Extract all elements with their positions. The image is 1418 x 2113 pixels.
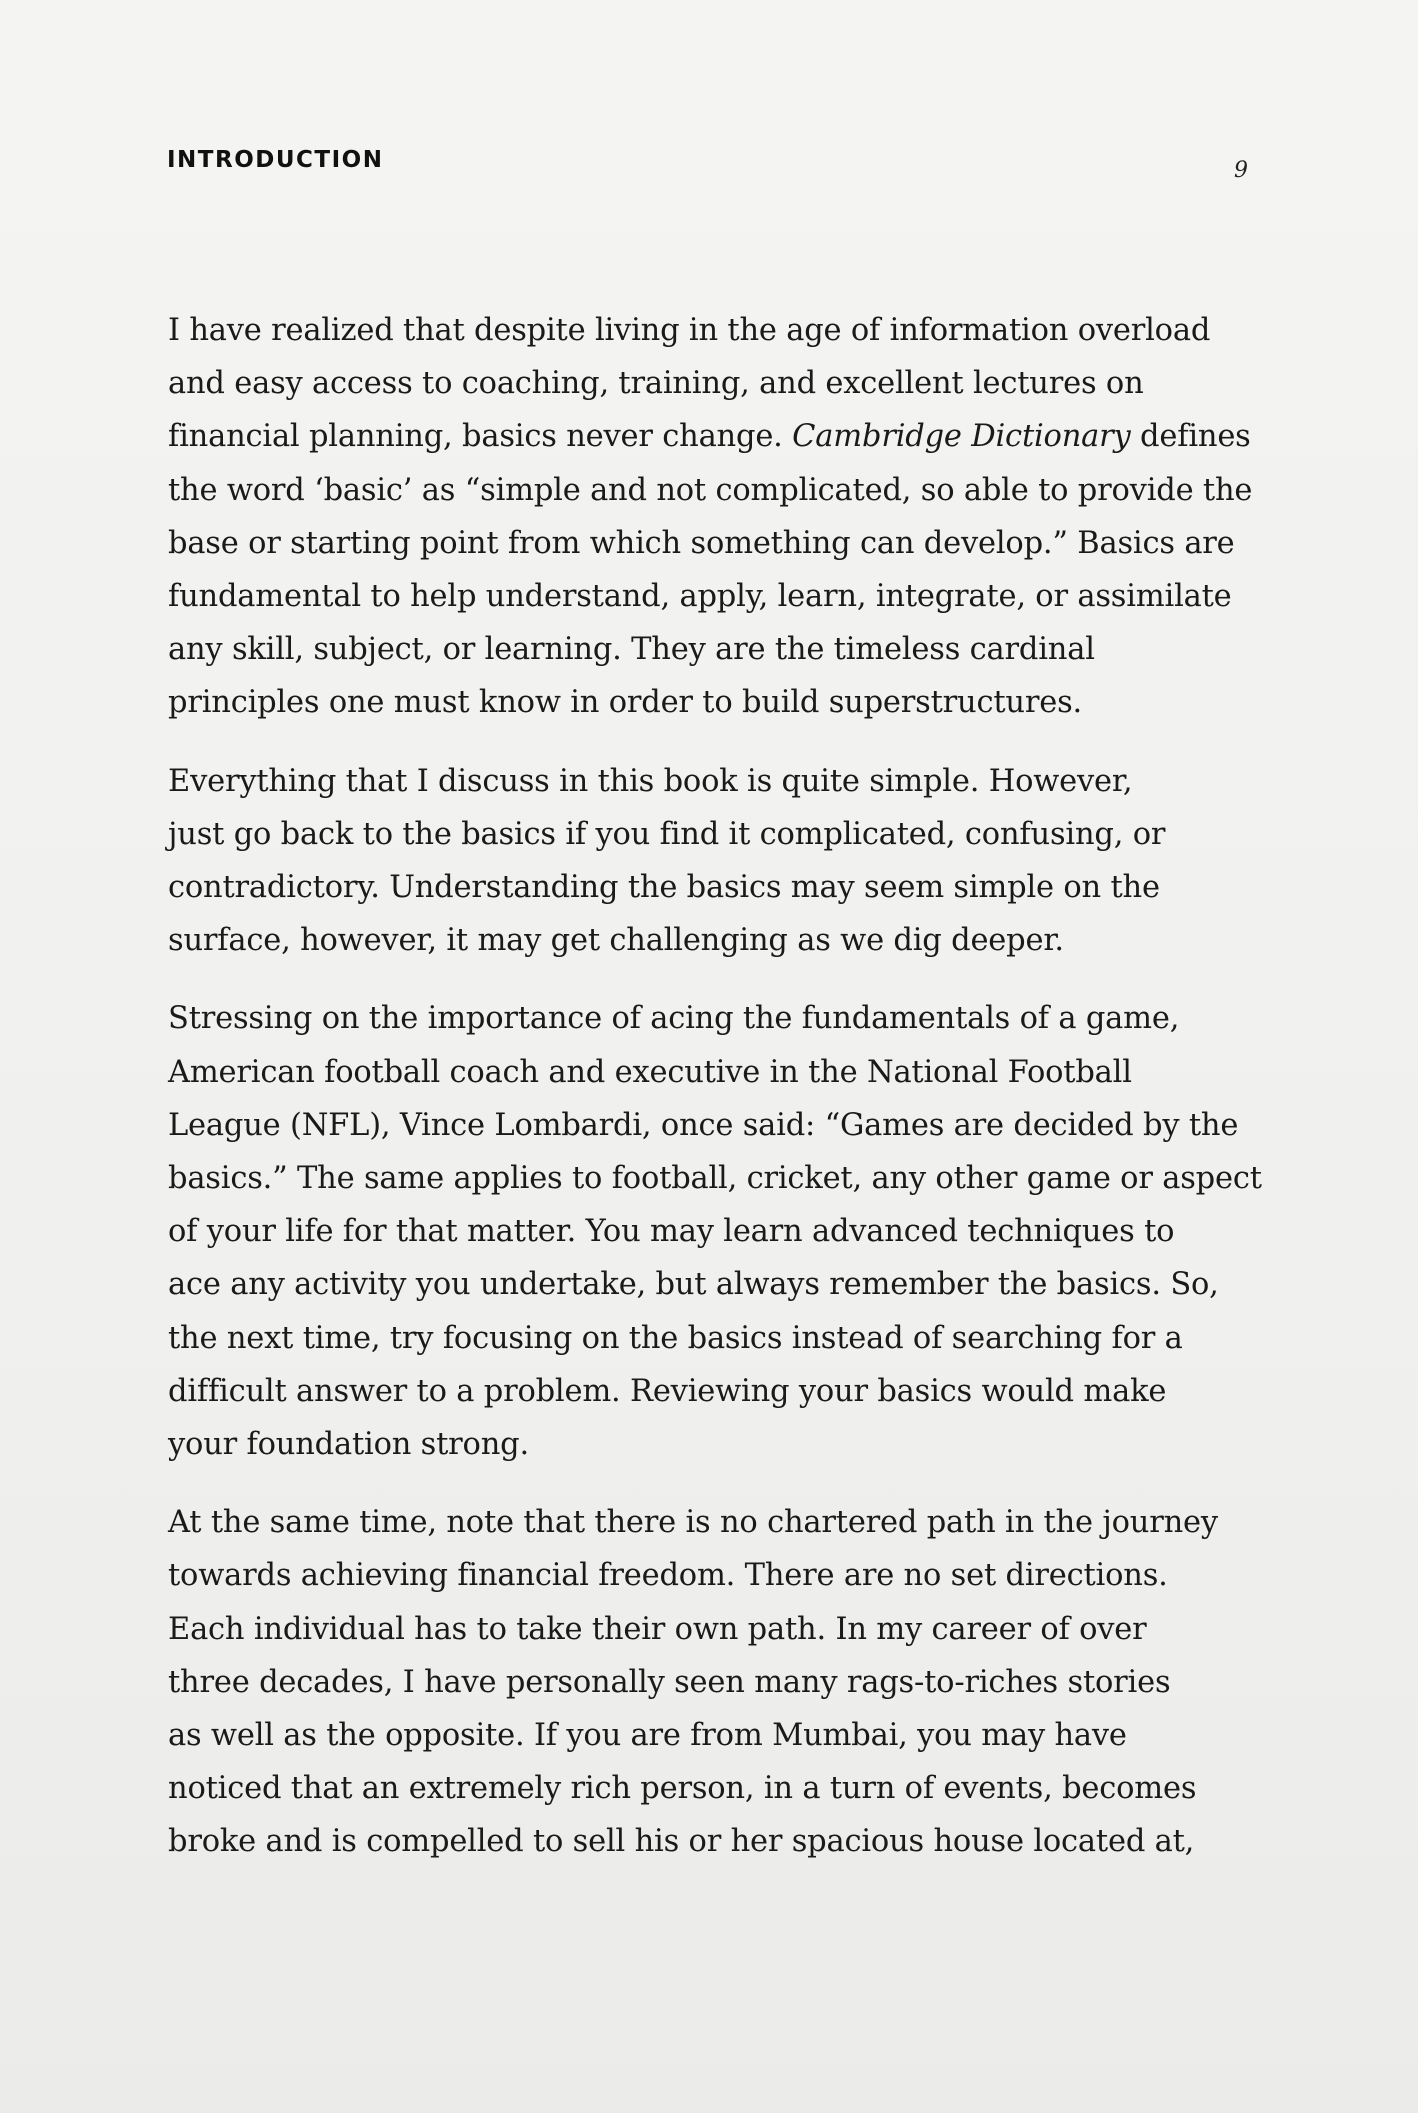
text-line: of your life for that matter. You may learn advanced techniques to [168, 1214, 1175, 1250]
page-number: 9 [1234, 158, 1248, 183]
text-line: Stressing on the importance of acing the fundamentals of a game, [168, 1001, 1180, 1037]
text-line: broke and is compelled to sell his or her spacious house located at, [168, 1824, 1195, 1860]
text-line: any skill, subject, or learning. They are the timeless cardinal [168, 632, 1095, 668]
text-line: as well as the opposite. If you are from Mumbai, you may have [168, 1718, 1127, 1754]
text-line: Each individual has to take their own path. In my career of over [168, 1611, 1147, 1647]
body-text [168, 304, 1262, 1894]
text-fragment: defines [1130, 419, 1251, 455]
text-line: fundamental to help understand, apply, learn, integrate, or assimilate [168, 579, 1232, 615]
text-line: At the same time, note that there is no chartered path in the journey [168, 1505, 1218, 1541]
running-head-section-title: INTRODUCTION [167, 147, 384, 173]
text-line: difficult answer to a problem. Reviewing your basics would make [168, 1373, 1167, 1409]
text-line: base or starting point from which something can develop.” Basics are [168, 525, 1235, 561]
text-line: and easy access to coaching, training, and excellent lectures on [168, 366, 1144, 402]
text-line: principles one must know in order to build superstructures. [168, 685, 1083, 721]
text-line: I have realized that despite living in the age of information overload [168, 313, 1211, 348]
italic-book-title: Cambridge Dictionary [792, 419, 1131, 455]
text-line: American football coach and executive in the National Football [168, 1054, 1132, 1090]
text-line: League (NFL), Vince Lombardi, once said: “Games are decided by the [168, 1107, 1239, 1143]
text-line: contradictory. Understanding the basics may seem simple on the [168, 870, 1160, 906]
text-line: three decades, I have personally seen many rags-to-riches stories [168, 1664, 1171, 1700]
text-line: basics.” The same applies to football, cricket, any other game or aspect [168, 1161, 1262, 1197]
text-line: your foundation strong. [168, 1427, 529, 1463]
paragraph-4 [168, 1496, 1248, 1868]
text-line: ace any activity you undertake, but always remember the basics. So, [168, 1267, 1219, 1303]
paragraph-2 [168, 755, 1248, 968]
text-line: towards achieving financial freedom. There are no set directions. [168, 1558, 1168, 1594]
text-line: surface, however, it may get challenging as we dig deeper. [168, 923, 1064, 959]
text-line: the next time, try focusing on the basics instead of searching for a [168, 1320, 1183, 1356]
text-fragment: financial planning, basics never change. [168, 419, 793, 455]
paragraph-3 [168, 992, 1262, 1471]
text-line: noticed that an extremely rich person, in a turn of events, becomes [168, 1771, 1197, 1807]
paragraph-1 [168, 304, 1253, 730]
text-line [168, 410, 1251, 463]
text-line: Everything that I discuss in this book is quite simple. However, [168, 763, 1133, 799]
text-line: the word ‘basic’ as “simple and not complicated, so able to provide the [168, 472, 1253, 508]
text-line: just go back to the basics if you find it complicated, confusing, or [168, 816, 1166, 852]
